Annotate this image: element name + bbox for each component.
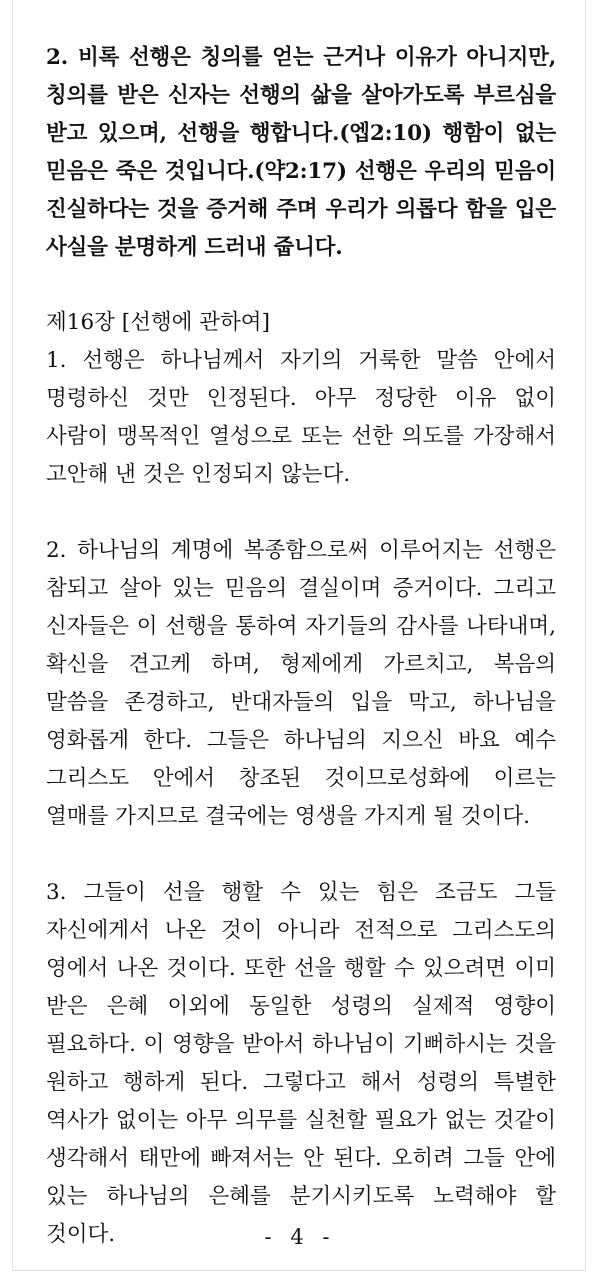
spacer <box>46 836 556 874</box>
page-number: - 4 - <box>264 1225 336 1249</box>
section-paragraph-2: 2. 하나님의 계명에 복종함으로써 이루어지는 선행은 참되고 살아 있는 믿음의 결실이며 증거이다. 그리고 신자들은 이 선행을 통하여 자기들의 감사를 나타내며, 확신을 견고케 하며, 형제에게 가르치고, 복음의 말씀을 존경하고, 반대자들의 입을 막고, 하나님을 영화롭게 한다. 그들은 하나님의 지으신 바요 예수 그리스도 안에서 창조된 것이므로성화에 이르는 열매를 가지므로 결국에는 영생을 가지게 될 것이다. <box>46 538 556 829</box>
spacer <box>46 267 556 304</box>
chapter-title: 제16장 [선행에 관하여] <box>46 310 270 335</box>
spacer <box>46 494 556 532</box>
intro-paragraph: 2. 비록 선행은 칭의를 얻는 근거나 이유가 아니지만, 칭의를 받은 신자는 선행의 삶을 살아가도록 부르심을 받고 있으며, 선행을 행합니다.(엡2:10) 행함이 없는 믿음은 죽은 것입니다.(약2:17) 선행은 우리의 믿음이 진실하다는 것을 증거해 주며 우리가 의롭다 함을 입은 사실을 분명하게 드러내 줍니다. <box>46 45 556 260</box>
document-body <box>46 39 556 1254</box>
section-paragraph-1: 1. 선행은 하나님께서 자기의 거룩한 말씀 안에서 명령하신 것만 인정된다. 아무 정당한 이유 없이 사람이 맹목적인 열성으로 또는 선한 의도를 가장해서 고안해 낸 것은 인정되지 않는다. <box>46 348 556 487</box>
section-paragraph-3: 3. 그들이 선을 행할 수 있는 힘은 조금도 그들 자신에게서 나온 것이 아니라 전적으로 그리스도의 영에서 나온 것이다. 또한 선을 행할 수 있으려면 이미 받은 은혜 이외에 동일한 성령의 실제적 영향이 필요하다. 이 영향을 받아서 하나님이 기뻐하시는 것을 원하고 행하게 된다. 그렇다고 해서 성령의 특별한 역사가 없이는 아무 의무를 실천할 필요가 없는 것같이 생각해서 태만에 빠져서는 안 된다. 오히려 그들 안에 있는 하나님의 은혜를 분기시키도록 노력해야 할 것이다. <box>46 880 556 1247</box>
